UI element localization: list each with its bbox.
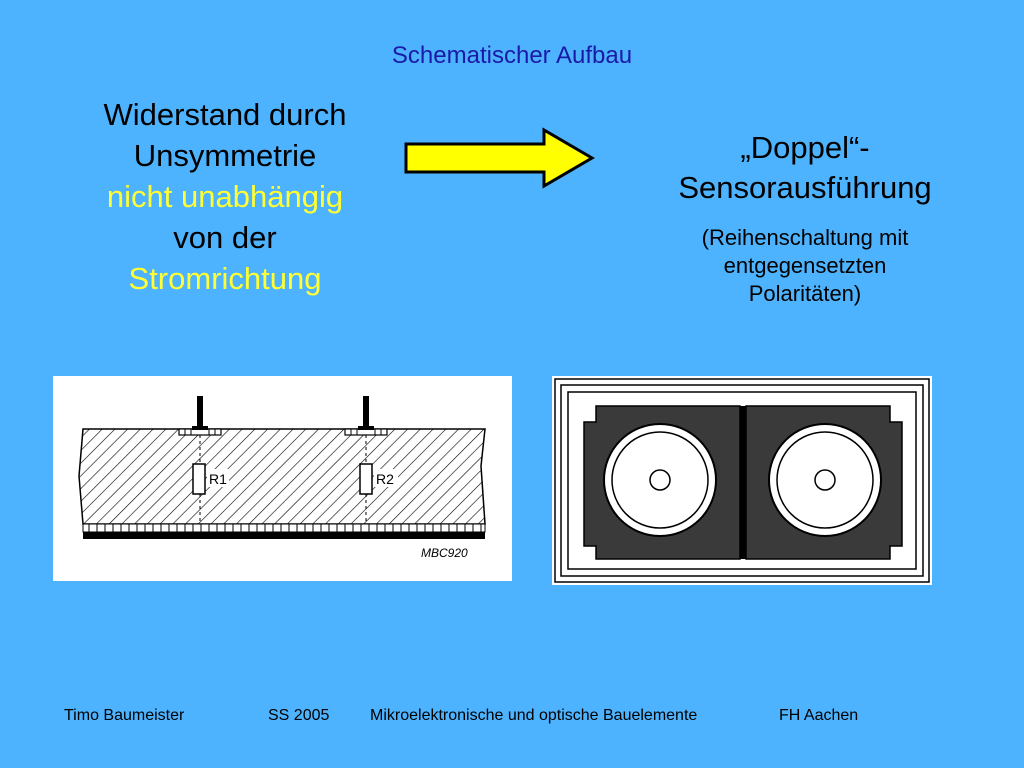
bottom-contact [83, 532, 485, 539]
sensor-left-center [650, 470, 670, 490]
double-sensor-figure [552, 376, 932, 585]
left-statement [70, 94, 380, 299]
footer-semester: SS 2005 [268, 707, 330, 724]
right-sub-line-3: Polaritäten) [748, 281, 862, 306]
left-line-3-highlight: nicht unabhängig [106, 179, 344, 214]
cross-section-drawing [53, 376, 512, 581]
right-arrow-icon [402, 127, 602, 189]
left-line-5-highlight: Stromrichtung [128, 261, 322, 296]
right-sub-line-1: (Reihenschaltung mit [701, 225, 909, 250]
sensor-right-center [815, 470, 835, 490]
left-line-4: von der [173, 220, 277, 255]
left-line-2: Unsymmetrie [133, 138, 317, 173]
footer-course: Mikroelektronische und optische Bauelemente [370, 707, 698, 724]
label-r2: R2 [376, 471, 394, 487]
substrate [79, 429, 485, 524]
footer-author: Timo Baumeister [64, 707, 185, 724]
cross-section-figure [53, 376, 512, 581]
right-line-1: „Doppel“- [740, 130, 870, 165]
left-line-1: Widerstand durch [103, 97, 347, 132]
right-statement [640, 128, 970, 208]
right-subtext [640, 224, 970, 308]
arrow-shape [406, 130, 592, 186]
footer-school: FH Aachen [779, 707, 859, 724]
right-line-2: Sensorausführung [678, 170, 932, 205]
sensor-divider [740, 406, 746, 559]
slide-title: Schematischer Aufbau [391, 42, 633, 69]
label-r1: R1 [209, 471, 227, 487]
double-sensor-drawing [552, 376, 932, 585]
figure-code: MBC920 [421, 546, 468, 560]
right-sub-line-2: entgegensetzten [723, 253, 887, 278]
